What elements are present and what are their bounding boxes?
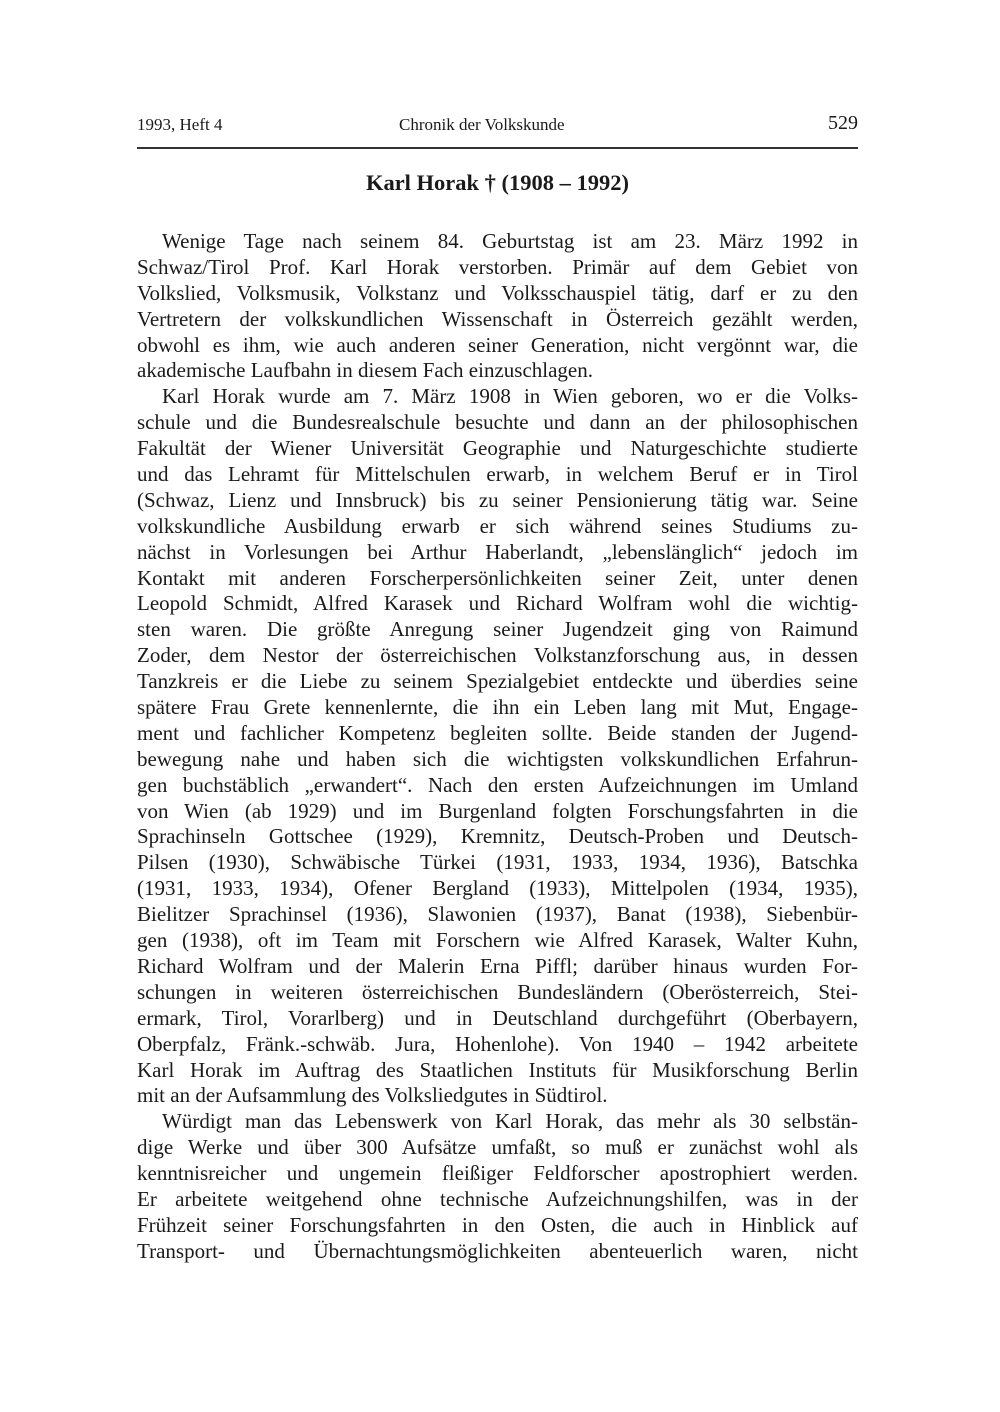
text-line: bewegung nahe und haben sich die wichtigsten volkskundlichen Erfahrun- bbox=[137, 746, 858, 771]
text-line: schungen in weiteren österreichischen Bundesländern (Oberösterreich, Stei- bbox=[137, 979, 858, 1004]
text-line: Volkslied, Volksmusik, Volkstanz und Volksschauspiel tätig, darf er zu den bbox=[137, 280, 858, 305]
text-line: Richard Wolfram und der Malerin Erna Piffl; darüber hinaus wurden For- bbox=[137, 953, 858, 978]
text-line: obwohl es ihm, wie auch anderen seiner Generation, nicht vergönnt war, die bbox=[137, 332, 858, 357]
text-line: kenntnisreicher und ungemein fleißiger Feldforscher apostrophiert werden. bbox=[137, 1161, 858, 1186]
text-line: Tanzkreis er die Liebe zu seinem Spezialgebiet entdeckte und überdies seine bbox=[137, 669, 858, 694]
text-line: Transport- und Übernachtungsmöglichkeiten abenteuerlich waren, nicht bbox=[137, 1238, 858, 1263]
text-line: Karl Horak im Auftrag des Staatlichen Instituts für Musikforschung Berlin bbox=[137, 1057, 858, 1082]
issue-label: 1993, Heft 4 bbox=[137, 115, 223, 134]
text-line: sten waren. Die größte Anregung seiner Jugendzeit ging von Raimund bbox=[137, 617, 858, 642]
header-rule bbox=[137, 147, 858, 149]
text-line: Schwaz/Tirol Prof. Karl Horak verstorben. Primär auf dem Gebiet von bbox=[137, 254, 858, 279]
text-line: (Schwaz, Lienz und Innsbruck) bis zu seiner Pensionierung tätig war. Seine bbox=[137, 487, 858, 512]
text-line: spätere Frau Grete kennenlernte, die ihn ein Leben lang mit Mut, Engage- bbox=[137, 695, 858, 720]
paragraph bbox=[137, 1109, 858, 1264]
text-line: schule und die Bundesrealschule besuchte und dann an der philosophischen bbox=[137, 410, 858, 435]
text-line: Sprachinseln Gottschee (1929), Kremnitz, Deutsch-Proben und Deutsch- bbox=[137, 824, 858, 849]
text-line: mit an der Aufsammlung des Volksliedgutes in Südtirol. bbox=[137, 1083, 608, 1108]
article-title: Karl Horak † (1908 – 1992) bbox=[365, 170, 630, 195]
text-line: Er arbeitete weitgehend ohne technische Aufzeichnungshilfen, was in der bbox=[137, 1186, 858, 1211]
text-line: Zoder, dem Nestor der österreichischen Volkstanzforschung aus, in dessen bbox=[137, 643, 858, 668]
text-line: Fakultät der Wiener Universität Geographie und Naturgeschichte studierte bbox=[137, 436, 858, 461]
text-line: Bielitzer Sprachinsel (1936), Slawonien (1937), Banat (1938), Siebenbür- bbox=[137, 902, 858, 927]
text-line: Vertretern der volkskundlichen Wissenschaft in Österreich gezählt werden, bbox=[137, 306, 858, 331]
text-line: und das Lehramt für Mittelschulen erwarb, in welchem Beruf er in Tirol bbox=[137, 462, 858, 487]
text-line: Wenige Tage nach seinem 84. Geburtstag ist am 23. März 1992 in bbox=[162, 229, 858, 253]
text-line: Frühzeit seiner Forschungsfahrten in den Osten, die auch in Hinblick auf bbox=[137, 1212, 858, 1237]
text-line: gen buchstäblich „erwandert“. Nach den ersten Aufzeichnungen im Umland bbox=[137, 772, 858, 797]
text-line: Würdigt man das Lebenswerk von Karl Horak, das mehr als 30 selbstän- bbox=[162, 1109, 858, 1134]
text-line: volkskundliche Ausbildung erwarb er sich während seines Studiums zu- bbox=[137, 513, 858, 538]
text-line: Oberpfalz, Fränk.-schwäb. Jura, Hohenlohe). Von 1940 – 1942 arbeitete bbox=[137, 1031, 858, 1056]
text-line: nächst in Vorlesungen bei Arthur Haberlandt, „lebenslänglich“ jedoch im bbox=[137, 539, 858, 564]
text-line: Kontakt mit anderen Forscherpersönlichkeiten seiner Zeit, unter denen bbox=[137, 565, 858, 590]
text-line: von Wien (ab 1929) und im Burgenland folgten Forschungsfahrten in die bbox=[137, 798, 858, 823]
text-line: ermark, Tirol, Vorarlberg) und in Deutschland durchgeführt (Oberbayern, bbox=[137, 1005, 858, 1030]
paragraph bbox=[137, 384, 858, 1109]
text-line: Karl Horak wurde am 7. März 1908 in Wien geboren, wo er die Volks- bbox=[162, 384, 858, 409]
text-line: Leopold Schmidt, Alfred Karasek und Richard Wolfram wohl die wichtig- bbox=[137, 591, 858, 616]
text-line: gen (1938), oft im Team mit Forschern wie Alfred Karasek, Walter Kuhn, bbox=[137, 928, 858, 953]
text-line: dige Werke und über 300 Aufsätze umfaßt, so muß er zunächst wohl als bbox=[137, 1135, 858, 1160]
page-number: 529 bbox=[828, 112, 858, 134]
paragraph bbox=[137, 229, 858, 384]
journal-section: Chronik der Volkskunde bbox=[399, 115, 565, 134]
article-body bbox=[137, 229, 858, 1265]
text-line: Pilsen (1930), Schwäbische Türkei (1931, 1933, 1934, 1936), Batschka bbox=[137, 850, 858, 875]
text-line: akademische Laufbahn in diesem Fach einzuschlagen. bbox=[137, 358, 593, 383]
running-header bbox=[137, 112, 858, 139]
text-line: (1931, 1933, 1934), Ofener Bergland (1933), Mittelpolen (1934, 1935), bbox=[137, 876, 858, 901]
text-line: ment und fachlicher Kompetenz begleiten sollte. Beide standen der Jugend- bbox=[137, 720, 858, 745]
